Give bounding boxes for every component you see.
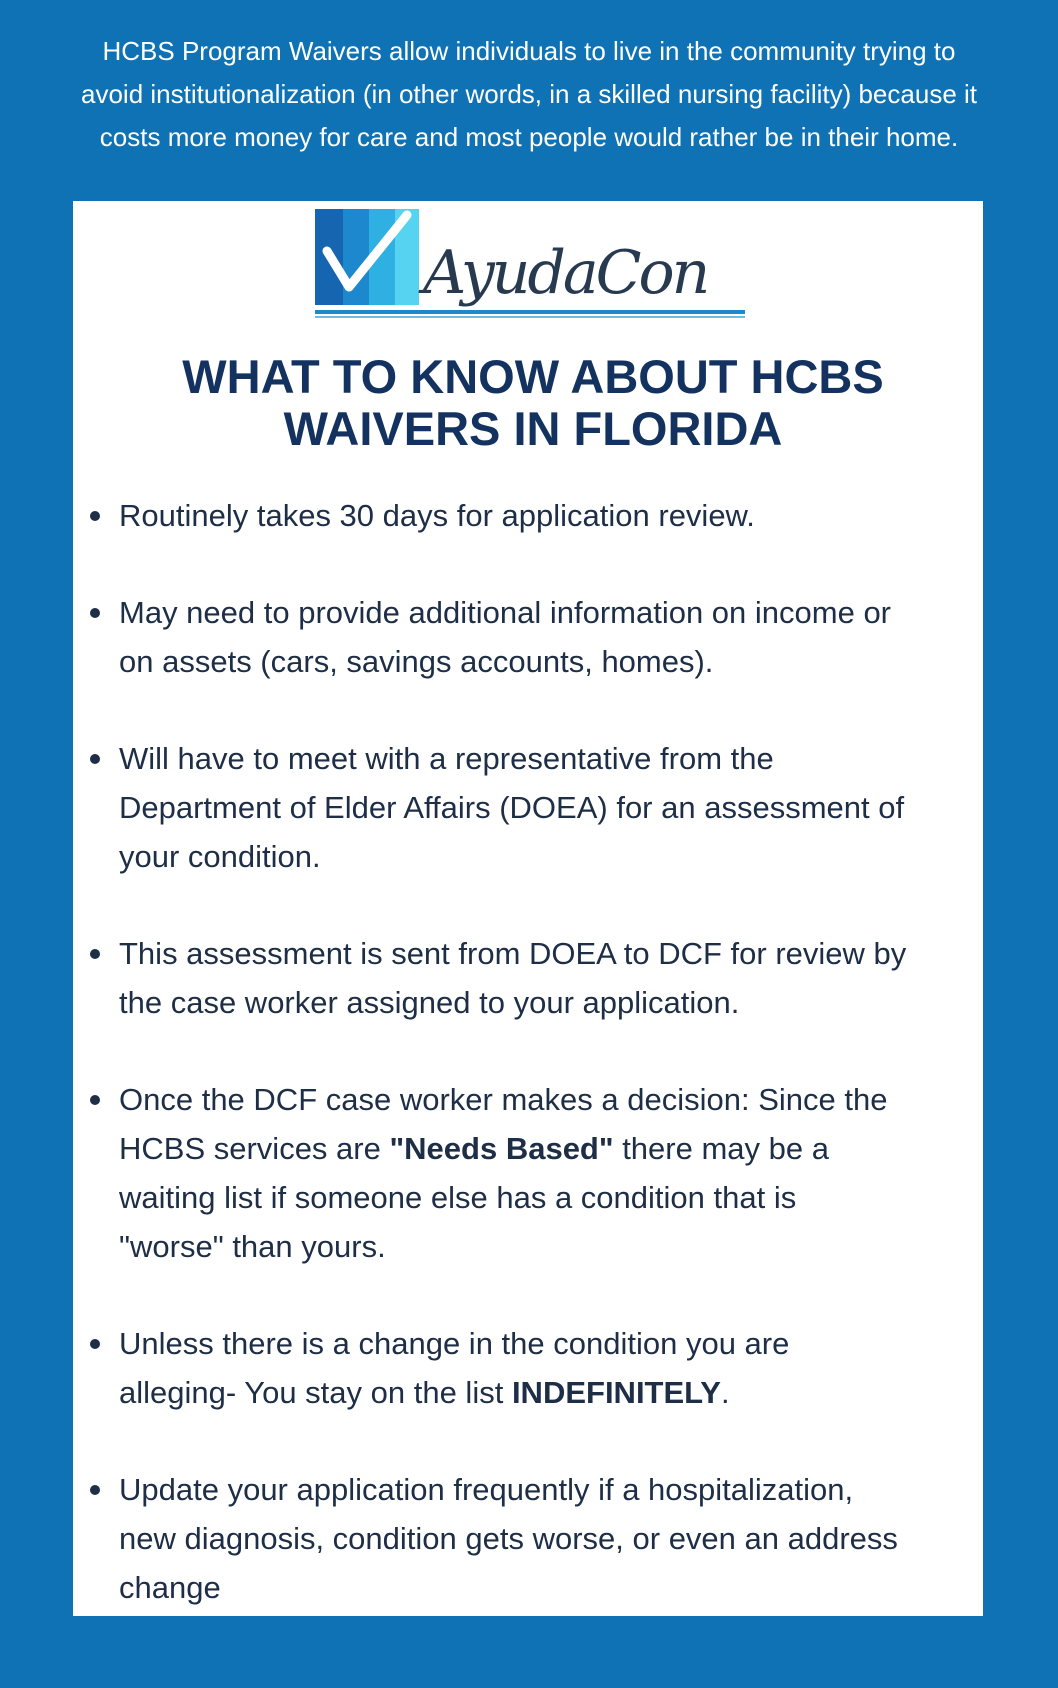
needs-based-emphasis: "Needs Based"	[389, 1131, 614, 1166]
list-item	[73, 734, 983, 881]
logo-wordmark: AyudaCon	[423, 238, 708, 308]
intro-line: costs more money for care and most people would rather be in their home.	[99, 122, 959, 152]
item-line: "worse" than yours.	[119, 1229, 386, 1264]
item-text: there may be a	[613, 1131, 829, 1166]
item-line: Unless there is a change in the condition you are	[119, 1326, 790, 1361]
list-item	[73, 588, 983, 686]
item-line	[119, 1368, 983, 1417]
item-line: your condition.	[119, 839, 321, 874]
list-item	[73, 1465, 983, 1612]
item-line: waiting list if someone else has a condition that is	[119, 1180, 797, 1215]
title-line: WHAT TO KNOW ABOUT HCBS	[182, 350, 884, 403]
intro-paragraph	[0, 30, 1058, 159]
bullet-list	[73, 491, 983, 1660]
title-line: WAIVERS IN FLORIDA	[283, 402, 783, 455]
page-title	[73, 351, 993, 455]
item-line: Department of Elder Affairs (DOEA) for an assessment of	[119, 790, 905, 825]
item-line: Once the DCF case worker makes a decision: Since the	[119, 1082, 888, 1117]
ayudacon-logo	[315, 209, 745, 331]
list-item	[73, 929, 983, 1027]
info-card	[73, 201, 983, 1616]
item-line: the case worker assigned to your application.	[119, 985, 740, 1020]
item-line: new diagnosis, condition gets worse, or even an address	[119, 1521, 898, 1556]
item-line: on assets (cars, savings accounts, homes).	[119, 644, 714, 679]
item-text: .	[720, 1375, 730, 1410]
list-item	[73, 1075, 983, 1271]
item-line: May need to provide additional information on income or	[119, 595, 892, 630]
item-line: Routinely takes 30 days for application review.	[119, 498, 755, 533]
list-item	[73, 1319, 983, 1417]
item-line	[119, 1124, 983, 1173]
list-item	[73, 491, 983, 540]
item-line: Will have to meet with a representative from the	[119, 741, 774, 776]
intro-line: avoid institutionalization (in other words, in a skilled nursing facility) because it	[81, 79, 977, 109]
item-line: This assessment is sent from DOEA to DCF for review by	[119, 936, 907, 971]
item-line: Update your application frequently if a hospitalization,	[119, 1472, 854, 1507]
item-line: change	[119, 1570, 221, 1605]
intro-line: HCBS Program Waivers allow individuals to live in the community trying to	[102, 36, 956, 66]
item-text: HCBS services are	[119, 1131, 390, 1166]
indefinitely-emphasis: INDEFINITELY	[511, 1375, 721, 1410]
item-text: alleging- You stay on the list	[119, 1375, 512, 1410]
